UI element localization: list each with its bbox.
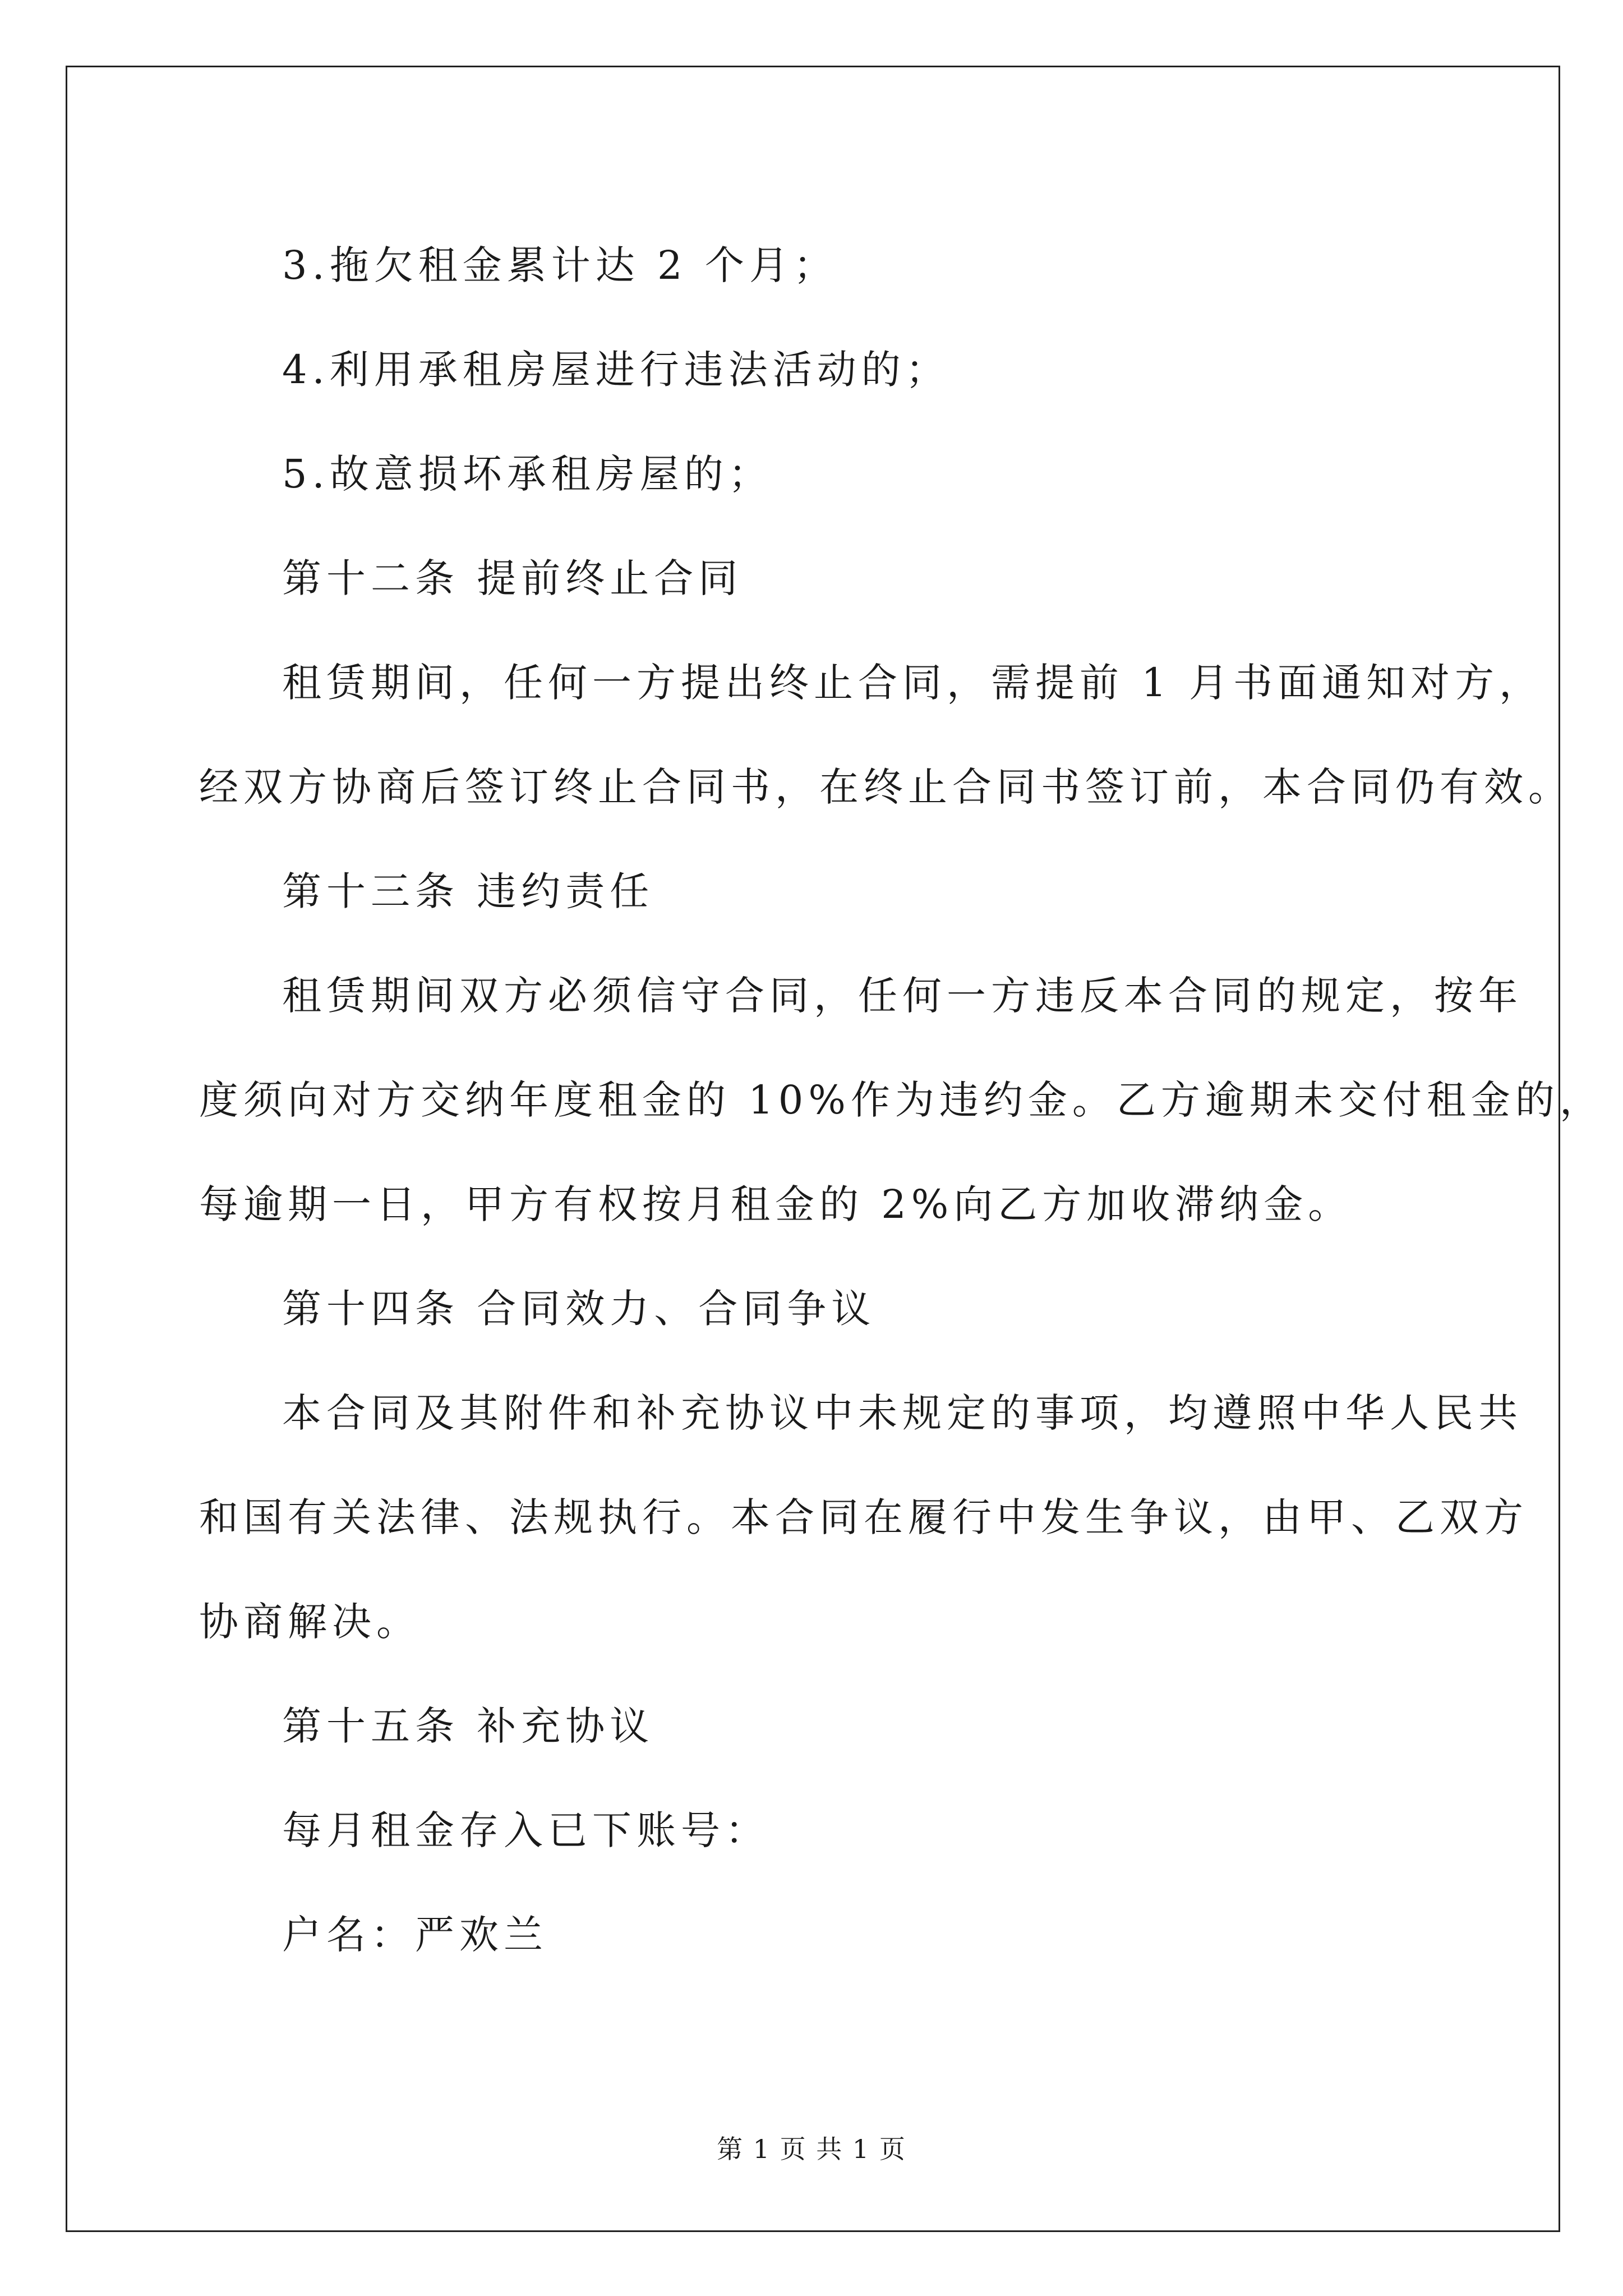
text-line: 协商解决。 (199, 1599, 421, 1645)
text-line: 第十四条 合同效力、合同争议 (282, 1286, 876, 1332)
text-line: 和国有关法律、法规执行。本合同在履行中发生争议，由甲、乙双方 (199, 1494, 1528, 1540)
text-line: 第十三条 违约责任 (282, 868, 654, 914)
paragraph (199, 422, 1422, 526)
section-heading (199, 1674, 1422, 1778)
text-line: 4.利用承租房屋进行违法活动的； (282, 347, 950, 393)
text-line: 本合同及其附件和补充协议中未规定的事项，均遵照中华人民共 (282, 1390, 1523, 1436)
text-line: 每逾期一日，甲方有权按月租金的 2%向乙方加收滞纳金。 (199, 1181, 1353, 1227)
document-body (199, 213, 1604, 1987)
paragraph (199, 1883, 1422, 1987)
paragraph (199, 213, 1422, 318)
page-footer: 第 1 页 共 1 页 (717, 2134, 906, 2164)
text-line: 第十五条 补充协议 (282, 1703, 654, 1749)
paragraph (199, 631, 1573, 839)
text-line: 户名：严欢兰 (282, 1912, 548, 1958)
paragraph (199, 944, 1604, 1257)
paragraph (199, 1361, 1528, 1674)
section-heading (199, 839, 1422, 944)
text-line: 租赁期间双方必须信守合同，任何一方违反本合同的规定，按年 (282, 973, 1523, 1019)
text-line: 度须向对方交纳年度租金的 10%作为违约金。乙方逾期未交付租金的， (199, 1077, 1604, 1123)
text-line: 3.拖欠租金累计达 2 个月； (282, 242, 838, 288)
text-line: 租赁期间，任何一方提出终止合同，需提前 1 月书面通知对方， (282, 660, 1544, 706)
text-line: 经双方协商后签订终止合同书，在终止合同书签订前，本合同仍有效。 (199, 764, 1573, 810)
text-line: 每月租金存入已下账号： (282, 1807, 769, 1853)
paragraph (199, 318, 1422, 422)
text-line: 第十二条 提前终止合同 (282, 555, 743, 601)
text-line: 5.故意损坏承租房屋的； (282, 451, 773, 497)
paragraph (199, 1778, 1422, 1883)
section-heading (199, 1257, 1422, 1361)
section-heading (199, 526, 1422, 631)
